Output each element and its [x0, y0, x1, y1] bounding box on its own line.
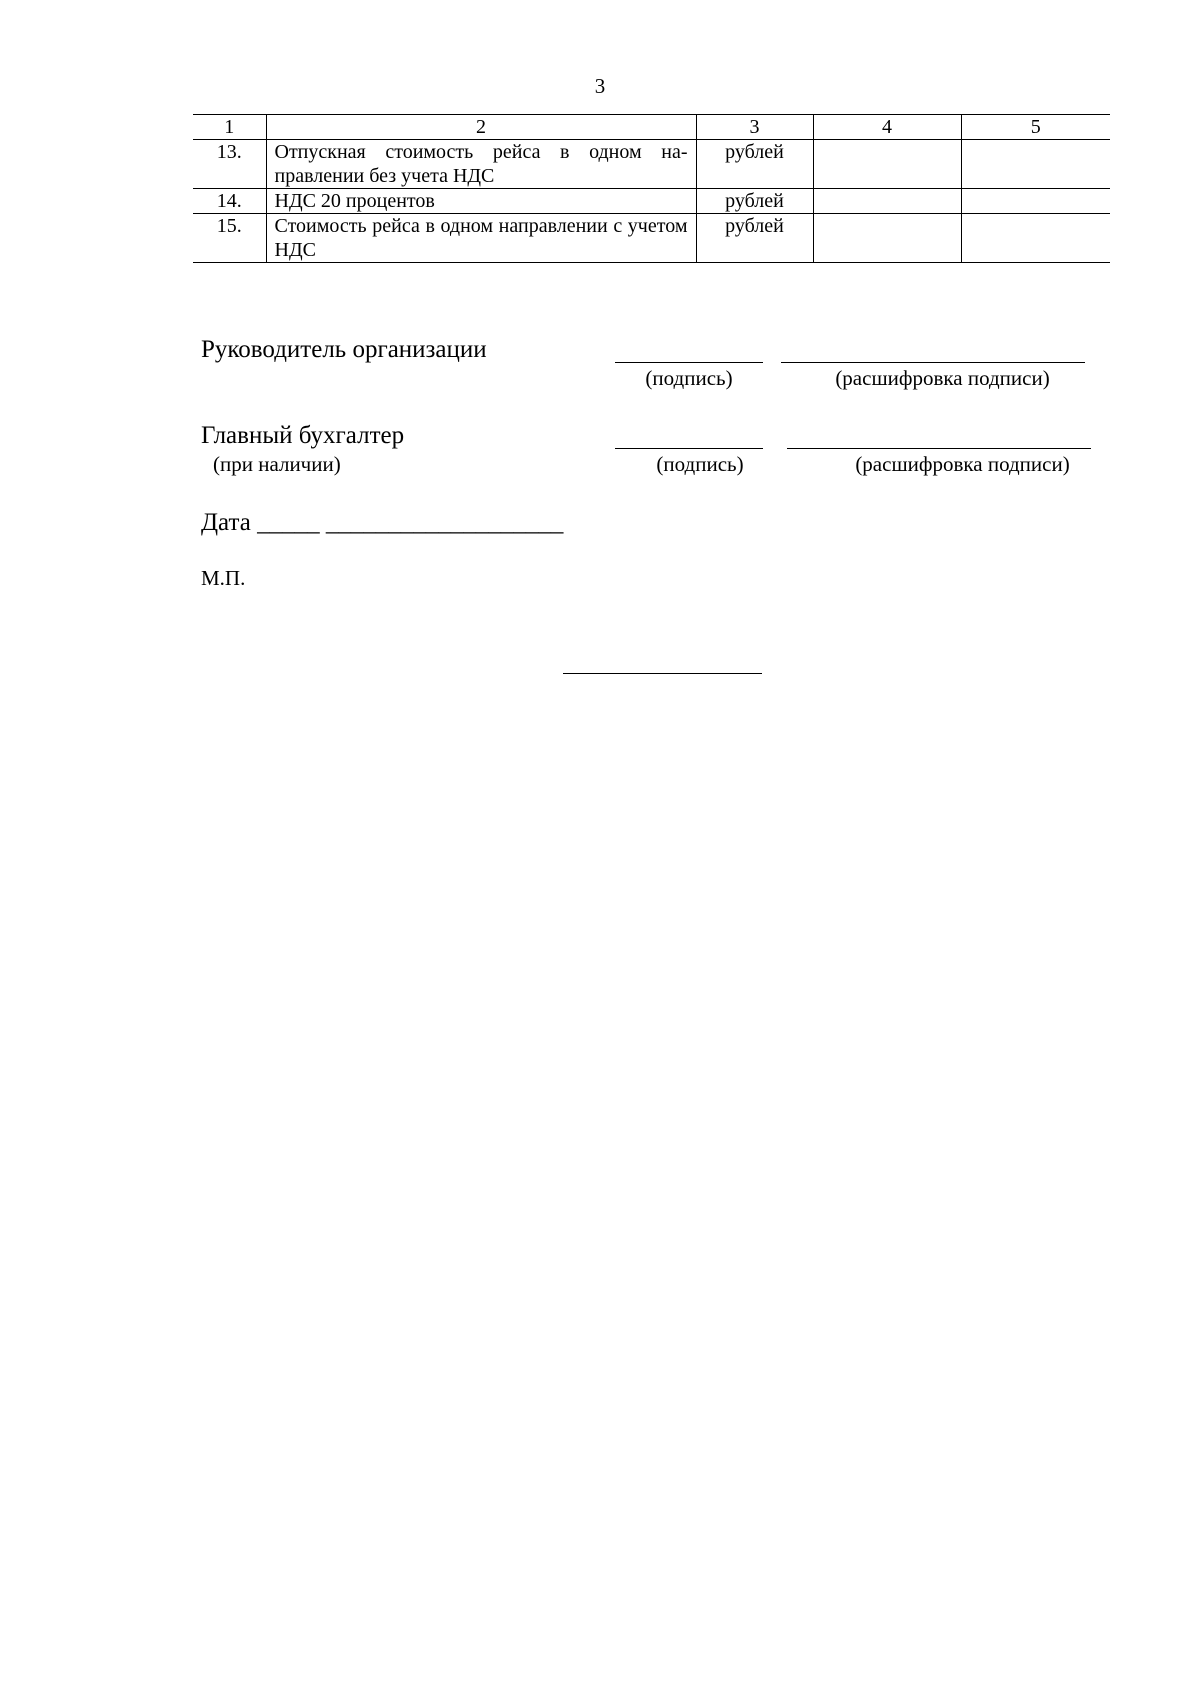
- head-signature-label: Руководитель организации: [201, 336, 487, 363]
- row-value-5: [961, 214, 1110, 263]
- accountant-signature-line: [615, 448, 763, 449]
- row-name: Отпускная стоимость рейса в одном на-правлении без учета НДС: [266, 140, 696, 189]
- row-value-4: [813, 214, 961, 263]
- accountant-decoding-line: [787, 448, 1091, 449]
- closing-separator-line: [563, 673, 762, 674]
- accountant-decoding-caption: (расшифровка подписи): [855, 452, 1070, 476]
- date-line: Дата _____ ___________________: [201, 509, 564, 536]
- column-header-5: 5: [961, 115, 1110, 140]
- table-row: [193, 189, 1110, 214]
- data-table: [193, 114, 1110, 263]
- accountant-signature-caption: (подпись): [656, 452, 744, 476]
- row-unit: рублей: [696, 140, 813, 189]
- column-header-4: 4: [813, 115, 961, 140]
- column-header-3: 3: [696, 115, 813, 140]
- accountant-signature-label: Главный бухгалтер: [201, 422, 405, 449]
- head-signature-caption: (подпись): [645, 366, 733, 390]
- row-unit: рублей: [696, 214, 813, 263]
- head-signature-line: [615, 362, 763, 363]
- row-number: 14.: [193, 189, 266, 214]
- row-unit: рублей: [696, 189, 813, 214]
- row-value-4: [813, 140, 961, 189]
- table-row: [193, 140, 1110, 189]
- row-name: Стоимость рейса в одном направлении с учетом НДС: [266, 214, 696, 263]
- row-value-5: [961, 140, 1110, 189]
- row-value-4: [813, 189, 961, 214]
- accountant-sublabel: (при наличии): [213, 452, 341, 476]
- head-decoding-line: [781, 362, 1085, 363]
- head-decoding-caption: (расшифровка подписи): [835, 366, 1050, 390]
- row-value-5: [961, 189, 1110, 214]
- row-name: НДС 20 процентов: [266, 189, 696, 214]
- row-number: 15.: [193, 214, 266, 263]
- table-row: [193, 214, 1110, 263]
- column-header-1: 1: [193, 115, 266, 140]
- table-header-row: [193, 115, 1110, 140]
- column-header-2: 2: [266, 115, 696, 140]
- page-number: 3: [594, 74, 606, 98]
- stamp-label: М.П.: [201, 566, 246, 590]
- row-number: 13.: [193, 140, 266, 189]
